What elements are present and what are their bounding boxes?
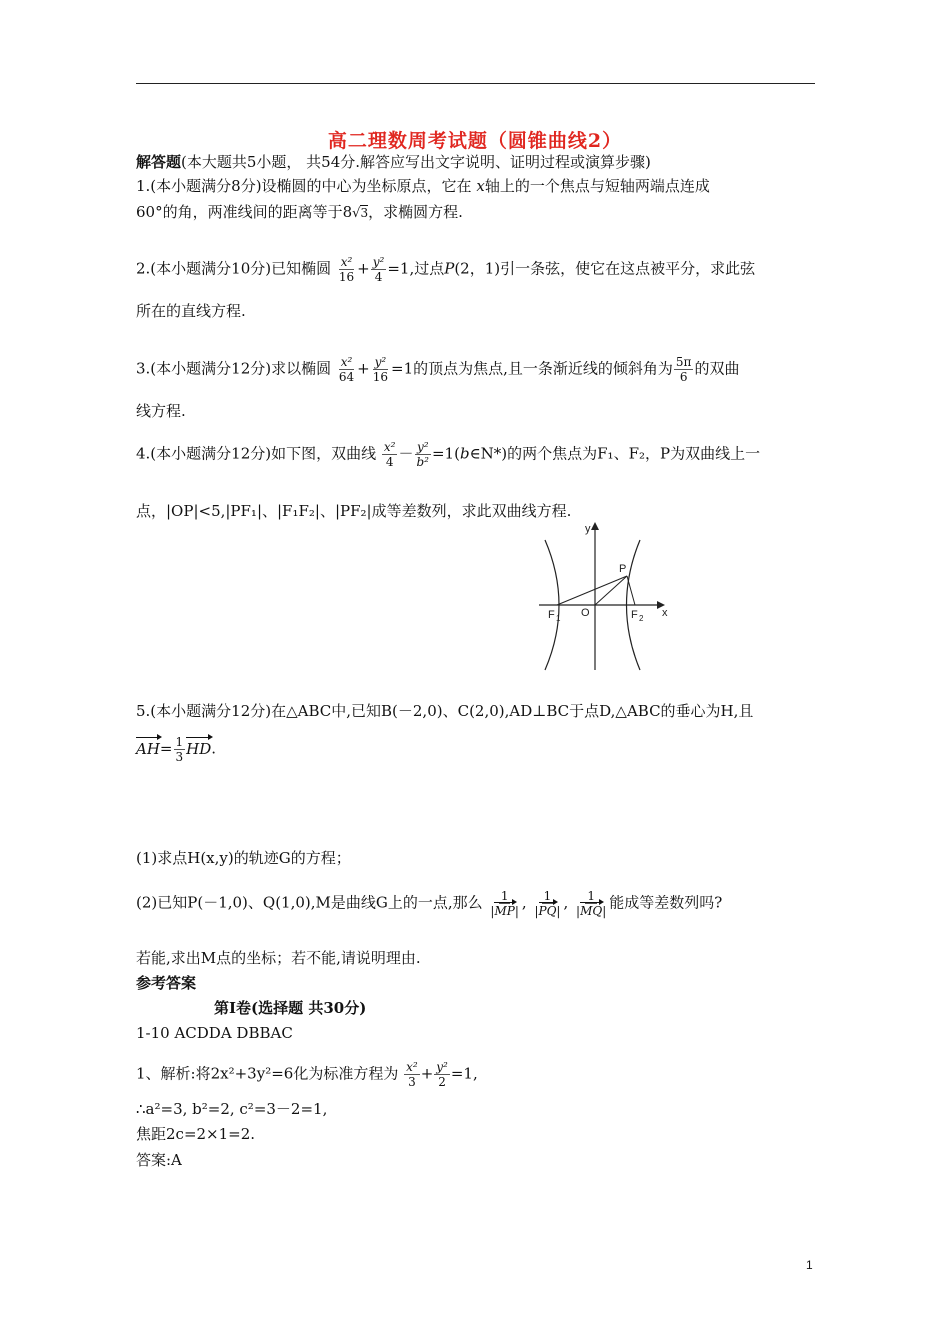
answer-fraction-x: $\frac{\text{x²}}{3}$ — [406, 1060, 418, 1089]
answer-fraction-y: $\frac{\text{y²}}{2}$ — [436, 1060, 448, 1089]
segment-f2-p — [627, 576, 635, 605]
q2-fraction-y: $\frac{\text{y²}}{4}$ — [372, 255, 385, 284]
q4-text-c: ∈N*)的两个焦点为F₁、F₂，P为双曲线上一 — [469, 444, 761, 463]
q3-line1: 3.(本小题满分12分)求以椭圆 $\frac{\text{x²}}{64}$ + $\frac{\text{y²}}{16}$ =1的顶点为焦点,且一条渐近线的倾斜角为 $\frac{5\pi}{6}$ 的双曲 — [136, 355, 740, 384]
q1-text-c: 60°的角，两准线间的距离等于8 — [136, 203, 353, 221]
q4-text-a: 4.(本小题满分12分)如下图，双曲线 — [136, 444, 377, 463]
answer-1-line3: 焦距2c=2×1=2. — [136, 1125, 256, 1143]
q3-fraction-angle: $\frac{5\pi}{6}$ — [675, 355, 692, 384]
q4-line1 — [136, 440, 760, 469]
q1-line2 — [136, 202, 463, 224]
page-title: 高二理数周考试题（圆锥曲线2） — [327, 130, 623, 152]
section-desc: (本大题共5小题， 共54分.解答应写出文字说明、证明过程或演算步骤) — [181, 153, 651, 171]
q1-text-b: 轴上的一个焦点与短轴两端点连成 — [484, 177, 710, 195]
y-label: y — [585, 523, 591, 535]
p-label: P — [619, 563, 627, 575]
answer-1-line4: 答案:A — [136, 1151, 182, 1169]
q3-text-b: =1的顶点为焦点,且一条渐近线的倾斜角为 — [391, 359, 673, 378]
q3-fraction-y: $\frac{\text{y²}}{16}$ — [372, 355, 389, 384]
q1-var-x: x — [476, 177, 485, 195]
o-label: O — [581, 607, 590, 619]
q5-fraction-third: $\frac{1}{3}$ — [175, 735, 184, 764]
f1-subscript: 1 — [556, 614, 561, 623]
q5-line2 — [136, 735, 216, 764]
vector-ah: AH — [136, 739, 160, 758]
x-label: x — [662, 607, 668, 619]
q2-text-b: =1,过点 — [387, 259, 445, 278]
answer-keys: 1-10 ACDDA DBBAC — [136, 1024, 293, 1042]
q5-equals: = — [159, 739, 173, 758]
q4-minus: － — [398, 444, 414, 463]
answer-1-eq: =1, — [450, 1064, 478, 1083]
q4-text-b: =1( — [431, 444, 460, 463]
q5-sub2-continued: 若能,求出M点的坐标；若不能,请说明理由. — [136, 949, 421, 967]
q3-line2: 线方程. — [136, 402, 186, 420]
q5-sub2-text: (2)已知P(－1,0)、Q(1,0),M是曲线G上的一点,那么 — [136, 893, 483, 912]
q1-sqrt-value: 3 — [360, 206, 369, 220]
hyperbola-figure — [535, 520, 685, 675]
q5-dot: . — [211, 739, 217, 758]
q5-sub1: (1)求点H(x,y)的轨迹G的方程； — [136, 849, 351, 867]
answer-1-line2: ∴a²=3, b²=2, c²=3－2=1, — [136, 1100, 328, 1118]
q1-text-a: 1.(本小题满分8分)设椭圆的中心为坐标原点，它在 — [136, 177, 472, 195]
answer-1-text: 1、解析:将2x²+3y²=6化为标准方程为 — [136, 1064, 399, 1083]
q4-line2: 点，|OP|<5,|PF₁|、|F₁F₂|、|PF₂|成等差数列，求此双曲线方程. — [136, 502, 572, 520]
page-number: 1 — [806, 1258, 813, 1272]
header-rule — [136, 83, 815, 84]
answer-1-line1: 1、解析:将2x²+3y²=6化为标准方程为 $\frac{\text{x²}}{3}$ + $\frac{\text{y²}}{2}$ =1, — [136, 1060, 478, 1089]
q4-var-b: b — [459, 444, 470, 463]
f2-label: F — [631, 609, 638, 621]
q4-fraction-x: $\frac{\text{x²}}{4}$ — [383, 440, 396, 469]
q2-text-c: (2，1)引一条弦，使它在这点被平分，求此弦 — [454, 259, 756, 278]
q4-fraction-y: $\frac{\text{y²}}{\text{b²}}$ — [416, 440, 429, 469]
q1-text-d: ，求椭圆方程. — [368, 203, 463, 221]
q5-sub2-question: 能成等差数列吗? — [609, 893, 723, 912]
y-axis-arrow — [591, 522, 599, 530]
q5-sub2: (2)已知P(－1,0)、Q(1,0),M是曲线G上的一点,那么 $\frac{1}{|MP|}$ , $\frac{1}{|PQ|}$ , $\frac{1}{|MQ|}$ 能成等差数列吗? — [136, 889, 723, 918]
sqrt-sign: √ — [352, 206, 361, 221]
q2-text-a: 2.(本小题满分10分)已知椭圆 — [136, 259, 332, 278]
section-label: 解答题 — [136, 153, 182, 171]
segment-o-p — [595, 576, 627, 605]
q2-line1: 2.(本小题满分10分)已知椭圆 $\frac{\text{x²}}{16}$ + $\frac{\text{y²}}{4}$ =1,过点P(2，1)引一条弦，使它在这点被平分，求此弦 — [136, 255, 756, 284]
answers-part: 第Ⅰ卷(选择题 共30分) — [214, 999, 367, 1017]
q5-line1: 5.(本小题满分12分)在△ABC中,已知B(－2,0)、C(2,0),AD⊥BC于点D,△ABC的垂心为H,且 — [136, 702, 754, 720]
segment-f1-p — [557, 576, 627, 605]
fraction-one-over-pq: $\frac{1}{|PQ|}$ — [534, 889, 561, 918]
q3-fraction-x: $\frac{\text{x²}}{64}$ — [338, 355, 355, 384]
section-header — [136, 152, 651, 172]
f1-label: F — [548, 609, 555, 621]
fraction-one-over-mp: $\frac{1}{|MP|}$ — [490, 889, 519, 918]
fraction-one-over-mq: $\frac{1}{|MQ|}$ — [576, 889, 607, 918]
q3-text-c: 的双曲 — [694, 359, 740, 378]
answers-heading: 参考答案 — [136, 974, 197, 992]
q1-line1 — [136, 176, 710, 196]
f2-subscript: 2 — [639, 614, 644, 623]
q2-fraction-x: $\frac{\text{x²}}{16}$ — [338, 255, 355, 284]
vector-hd: HD — [186, 739, 212, 758]
q3-text-a: 3.(本小题满分12分)求以椭圆 — [136, 359, 332, 378]
q2-point-p: P — [444, 259, 455, 278]
q2-line2: 所在的直线方程. — [136, 302, 246, 320]
